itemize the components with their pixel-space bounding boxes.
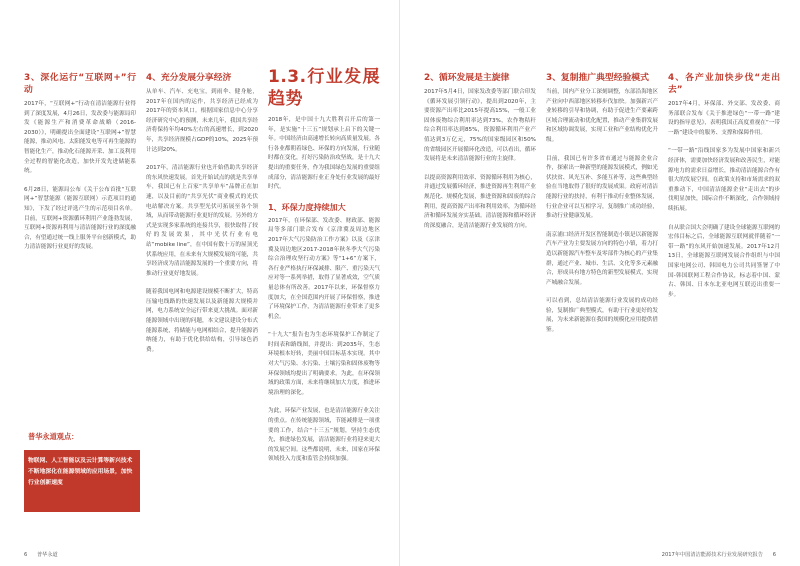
paragraph: 自从联合国大会明确了建设全球能源互联网的宏伟目标之后，全球能源互联网就伴随着“一带一路”的东风开始加速发展。2017年12月13日，全球能源互联网发展合作组织与中国国家电网公司、韩国电力公司共同签署了中国-韩国联网工程合作协议，标志着中国、蒙古、韩国、日本东北亚电网互联迈出重要一步。 (668, 224, 780, 298)
paragraph: 随着我国电网和电源建设规模不断扩大，特高压输电线路的快速发展以及新能源大规模并网，电力系统安全运行带来更大挑战。面对新能源领域中出现的问题，本文建议建设分布式能源系统，将储能与电网相结合，提升能源消纳能力，有助于优化供给结构，引导绿色消费。 (146, 289, 258, 353)
paragraph: 2017年5月4日，国家发改委等部门联合印发《循环发展引领行动》，提出到2020年，主要资源产出率比2015年提高15%，一般工业固体废物综合利用率达到73%，农作物秸秆综合利用率达到85%，资源循环利用产业产值达到3万亿元，75%的国家级园区和50%的省级园区开展循环化改造，可以看出，循环发展将是未来清洁能源行业的主旋律。 (424, 89, 536, 163)
paragraph: 6月28日，能源局公布《关于公布首批“互联网+”智慧能源（能源互联网）示范项目的通知》，下发了经过评选产生的示范项目名单。目前，互联网+资源循环利用产业蓬勃发展，互联网+资源再利用与清洁能源行业的深度融合，有望通过统一线上服务平台创新模式，助力清洁能源行业更好的发展。 (24, 186, 136, 251)
report-title: 2017年中国清洁能源技术行业发展研究报告 (661, 552, 764, 558)
left-column-1 (24, 72, 136, 262)
paragraph: 以提高资源利用效率、资源循环利用为核心，并通过发展循环经济，推进资源再生利用产业规范化、规模化发展，推进资源和固废的综合利用，提高资源产出率和利用效率，为循环经济和循环发展夯实基础。清洁能源和循环经济的深度融合，是清洁能源行业发展的方向。 (424, 174, 536, 229)
paragraph: 目前，我国已有许多省市通过与能源企业合作，探索出一种新型的能源发展模式，例如光伏扶贫、风光互补、多能互补等，这些典型经验在当地取得了很好的发展成果。政府对清洁能源行业的扶持，有利于推动行业整体发展，行业企业可以互相学习，复制推广成功经验，推动行业健康发展。 (546, 155, 658, 220)
paragraph: 2018年，是中国十九大胜利召开后的第一年，是实施“十三五”规划承上启下的关键一年。中国经济由高速增长转向高质量发展。各行各业都朝着绿色、环保的方向发展，行业随时都在变化，打好污染防治攻坚战，是十九大提出的重要任务，作为我国绿色发展的重要组成部分，清洁能源行业正身处行业发展的最好时代。 (268, 117, 380, 191)
section-heading-sharing-economy: 4、充分发展分享经济 (146, 73, 232, 83)
right-column-3 (668, 72, 780, 309)
paragraph: 2017年，“互联网+”行动在清洁能源行业得到了深度发展，4月26日，发改委与能源局印发《能源生产和消费革命战略（2016-2030）》，明确提出全面建设“互联网+”智慧能源，推动风电、太阳能发电等可再生能源的智能化生产，推动化石能源开采、加工及利用全过程的智能化改造，加快开发先进储能系统。 (24, 101, 136, 175)
left-footer (24, 551, 58, 558)
section-heading-internet-plus: 3、深化运行“互联网+”行动 (24, 73, 136, 95)
pwc-viewpoint-callout (24, 428, 140, 514)
right-column-2 (546, 72, 658, 345)
right-column-1 (424, 72, 536, 240)
paragraph: 从单车、汽车、充电宝，到雨伞、健身舱，2017年在国内的运作，共享经济已经成为2017年的资本风口。根据国家信息中心分享经济研究中心的预测，未来几年，我国共享经济将保持年均40%左右的高速增长，到2020年，共享经济规模占GDP的10%，2025年预计达到20%。 (146, 89, 258, 153)
paragraph: 可以看到，总结清洁能源行业发展的成功经验，复制推广典型模式，有助于行业更好的发展，为未来新能源在我国的规模化应用提供借鉴。 (546, 298, 658, 334)
section-heading-circular: 2、循环发展是主旋律 (424, 73, 510, 83)
paragraph: 南京浦口经济开发区智能制造小镇是以新能源汽车产业为主要发展方向的特色小镇，着力打造以新能源汽车整车及零部件为核心的产业集群，通过产业、城市、生活、文化等多元素融合，形成具有地方特色的新型发展模式，实现产城融合发展。 (546, 231, 658, 286)
paragraph: 为此，环保产业发展，也是清洁能源行业关注的重点。在传统能源领域，节能减排是一项重要的工作，结合“十三五”规划，坚持生态优先，推进绿色发展，清洁能源行业将迎来更大的发展空间。这些都说明，未来，国家在环保领域投入力度和监管会持续加强。 (268, 408, 380, 463)
paragraph: 2017年4月，环保部、外交部、发改委、商务部联合发布《关于推进绿色“一带一路”建设的指导意见》，表明我国正高度重视在“一带一路”建设中的服务、支撑和保障作用。 (668, 101, 780, 136)
callout-body: 物联网、人工智能以及云计算等新兴技术不断地深化在能源领域的应用场景，加快行业创新速度 (24, 450, 140, 512)
callout-title: 普华永道观点： (28, 432, 79, 441)
paragraph: 2017年，清洁能源行业也开始借助共享经济的东风快速发展。首先开始试点的就是共享单车，我国已有上百家“共享单车”品牌正在加速，以及目前的“共享光伏”商业模式的光伏电站解决方案。共享型光伏可拓展至各个领域，从而带动能源行业更好的发展。另外的方式是实现多家系统的连接共享，很快取得了较好的发展效果，其中光伏行业有电站“mobike line”，在中国有数十万的屋顶光伏系统应用，在未来有大规模发展的可能，共享经济成为清洁能源发展的一个重要方向，将推动行业更好地发展。 (146, 165, 258, 277)
brand-name: 普华永道 (36, 552, 58, 558)
section-heading-replicate-models: 3、复制推广典型经验模式 (546, 73, 649, 83)
page-number: 6 (772, 552, 776, 558)
callout-header (24, 428, 140, 448)
section-heading-going-global: 4、各产业加快步伐“走出去” (668, 73, 780, 95)
subsection-heading-environmental: 1、环保力度持续加大 (268, 202, 346, 212)
paragraph: “一带一路”沿线国家多为发展中国家和新兴经济体，需要加快经济发展和改善民生，对能源电力的需求日益增长，推动清洁能源合作有很大的发展空间。在政策支持和市场需求的双重推动下，中国清洁能源企业“走出去”的步伐明显加快，国际合作不断深化，合作领域持续拓展。 (668, 148, 780, 212)
page-number: 6 (24, 552, 28, 558)
left-column-2 (146, 72, 258, 364)
chapter-title: 1.3.行业发展趋势 (268, 67, 380, 109)
right-page (400, 0, 800, 566)
paragraph: 当前，国内产业分工深刻调整，东部沿海地区产业向中西部地区转移步伐加快。加强新兴产业转移的引导和协调，有助于促进生产要素跨区域合理流动和优化配置，推动产业集群发展和区域协调发展，实现工业和产业结构优化升级。 (546, 89, 658, 143)
paragraph: “十九大”报告也为生态环境保护工作制定了时间表和路线图，并提出：到2035年，生态环境根本好转，美丽中国目标基本实现。其中对大气污染、水污染、土壤污染和固体废物等环保领域均提出了明确要求。为此，在环保领域的政策方面，未来将继续加大力度，推进环境治理的深化。 (268, 332, 380, 396)
right-footer (662, 551, 776, 558)
paragraph: 2017年，在环保部、发改委、财政部、能源局等多部门联合发布《京津冀及周边地区2017年大气污染防治工作方案》以及《京津冀及周边地区2017-2018年秋冬季大气污染综合治理攻坚行动方案》等“1+6”方案下，各行业严格执行环保减排、限产、重污染天气应对等一系列举措，取得了显著成效，空气质量总体有所改善。2017年以来，环保督察力度加大，在全国范围内开展了环保督察，推进了环境保护工作，为清洁能源行业带来了更多机会。 (268, 217, 380, 320)
left-column-3 (268, 66, 380, 474)
